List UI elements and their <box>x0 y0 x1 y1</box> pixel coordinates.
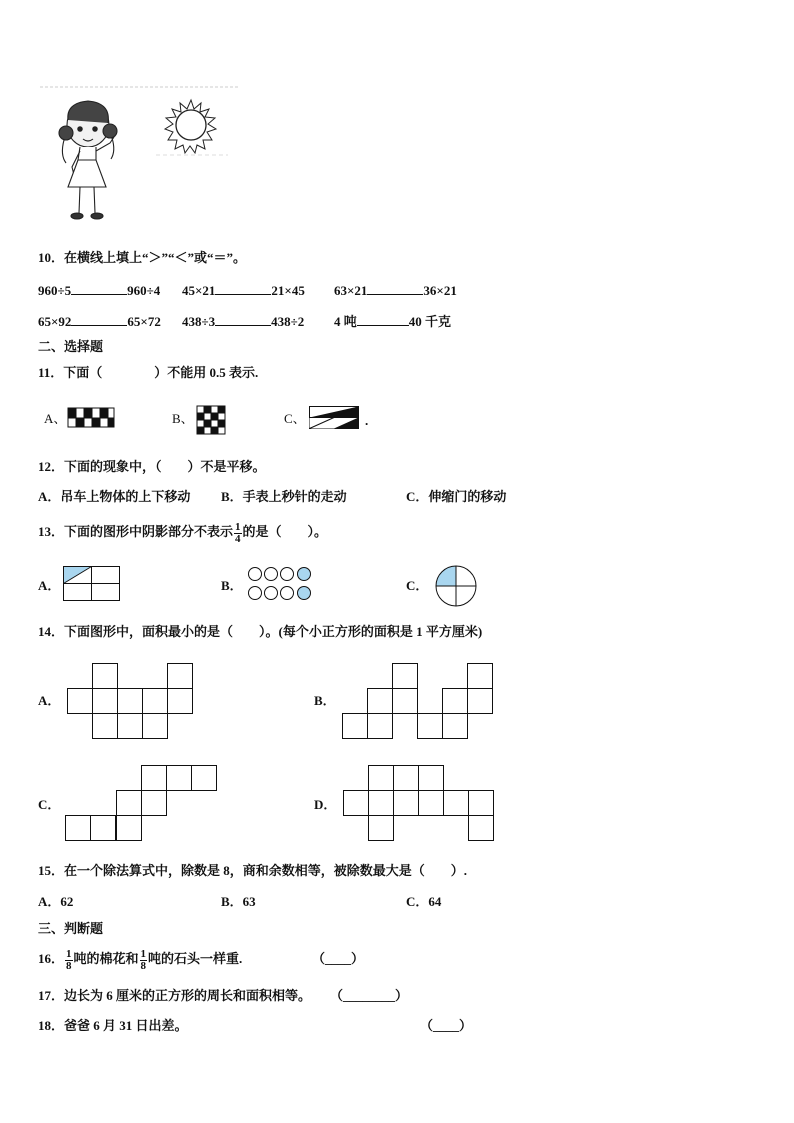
section-heading-judge: 三、判断题 <box>38 921 104 936</box>
q13-option-a-label[interactable]: A． <box>38 578 61 593</box>
expr-right: 65×72 <box>127 314 161 329</box>
expr-right: 40 千克 <box>408 314 452 329</box>
expr-left: 65×92 <box>38 314 72 329</box>
answer-blank[interactable] <box>71 313 127 326</box>
q12-option-c[interactable]: C．伸缩门的移动 <box>406 489 507 504</box>
q13-option-a-figure <box>63 566 121 602</box>
q11-option-c-figure <box>309 406 361 430</box>
answer-blank[interactable] <box>367 282 423 295</box>
q14-option-b-figure <box>342 663 495 741</box>
q12-option-b[interactable]: B．手表上秒针的走动 <box>221 489 347 504</box>
q13-stem-pre: 13．下面的图形中阴影部分不表示 <box>38 524 234 539</box>
expr-left: 960÷5 <box>38 283 72 298</box>
answer-blank[interactable] <box>215 282 271 295</box>
expr-left: 4 吨 <box>334 314 357 329</box>
q18-stem: 18．爸爸 6 月 31 日出差。 <box>38 1018 188 1033</box>
answer-blank[interactable] <box>71 282 127 295</box>
q10-row2-item3 <box>334 313 451 330</box>
q10-row1-item2 <box>182 282 305 299</box>
q12-stem: 12．下面的现象中，（ ）不是平移。 <box>38 459 266 474</box>
fraction-one-quarter <box>234 522 242 545</box>
fraction-numerator: 1 <box>66 947 72 960</box>
fraction-denominator: 8 <box>66 959 72 972</box>
q16-stem <box>38 945 242 973</box>
q14-option-c-figure <box>65 765 220 843</box>
q11-tail: . <box>365 413 369 428</box>
expr-right: 960÷4 <box>127 283 161 298</box>
girl-figure <box>59 101 117 219</box>
q14-stem: 14．下面图形中，面积最小的是（ ）。(每个小正方形的面积是 1 平方厘米) <box>38 624 483 639</box>
q13-option-c-figure <box>435 565 479 609</box>
expr-left: 45×21 <box>182 283 216 298</box>
q11-option-b-figure <box>197 406 227 436</box>
q14-option-d-figure <box>343 765 498 843</box>
expr-right: 36×21 <box>423 283 457 298</box>
q16-answer-bracket[interactable]: （____） <box>312 951 365 966</box>
fraction-numerator: 1 <box>235 520 241 533</box>
q10-row2-item2 <box>182 313 304 330</box>
q14-option-a-figure <box>67 663 195 741</box>
q13-option-b-label[interactable]: B． <box>221 578 243 593</box>
answer-blank[interactable] <box>357 313 409 326</box>
q14-option-b-label[interactable]: B． <box>314 693 336 708</box>
q11-option-b-label[interactable]: B、 <box>172 411 194 426</box>
q14-option-c-label[interactable]: C． <box>38 797 61 812</box>
girl-sun-illustration <box>38 85 248 245</box>
q18-answer-bracket[interactable]: （____） <box>420 1018 473 1033</box>
q13-option-c-label[interactable]: C． <box>406 578 429 593</box>
expr-left: 438÷3 <box>182 314 216 329</box>
q11-option-a-figure <box>68 408 116 428</box>
fraction-denominator: 8 <box>140 959 147 972</box>
q14-option-a-label[interactable]: A． <box>38 693 61 708</box>
q12-option-a[interactable]: A．吊车上物体的上下移动 <box>38 489 191 504</box>
q16-part2: 吨的石头一样重. <box>148 951 243 966</box>
fraction-numerator: 1 <box>140 947 147 960</box>
fraction-denominator: 4 <box>235 532 241 545</box>
fraction-one-eighth <box>65 949 73 972</box>
expr-left: 63×21 <box>334 283 368 298</box>
q10-title: 10．在横线上填上“＞”“＜”或“＝”。 <box>38 250 247 265</box>
q17-answer-bracket[interactable]: （________） <box>330 988 409 1003</box>
q11-option-a-label[interactable]: A、 <box>44 411 67 426</box>
q16-part1: 吨的棉花和 <box>73 951 139 966</box>
q17-stem: 17．边长为 6 厘米的正方形的周长和面积相等。 <box>38 988 312 1003</box>
q15-option-c[interactable]: C．64 <box>406 894 442 909</box>
q10-row1-item3 <box>334 282 457 299</box>
expr-right: 438÷2 <box>271 314 305 329</box>
answer-blank[interactable] <box>215 313 271 326</box>
expr-right: 21×45 <box>271 283 305 298</box>
fraction-one-eighth <box>140 949 148 972</box>
sun-icon <box>165 100 216 153</box>
q10-row1-item1 <box>38 282 160 299</box>
q15-stem: 15．在一个除法算式中，除数是 8，商和余数相等，被除数最大是（ ）. <box>38 863 468 878</box>
q14-option-d-label[interactable]: D． <box>314 797 337 812</box>
q15-option-b[interactable]: B．63 <box>221 894 256 909</box>
q11-stem: 11．下面（ ）不能用 0.5 表示. <box>38 365 259 380</box>
section-heading-choice: 二、选择题 <box>38 339 104 354</box>
q13-stem <box>38 518 327 546</box>
q11-option-c-label[interactable]: C、 <box>284 411 306 426</box>
q13-stem-post: 的是（ ）。 <box>242 524 328 539</box>
q16-number: 16． <box>38 951 65 966</box>
q10-row2-item1 <box>38 313 161 330</box>
q15-option-a[interactable]: A．62 <box>38 894 74 909</box>
q13-option-b-figure <box>247 566 317 602</box>
